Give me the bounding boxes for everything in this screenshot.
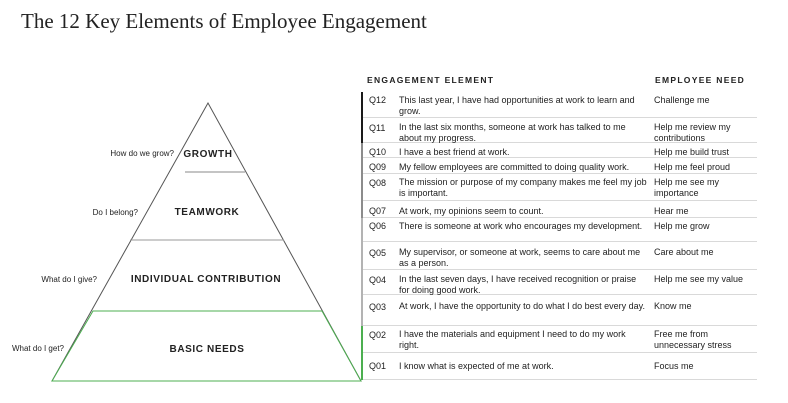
level-label-growth: GROWTH (183, 149, 233, 160)
header-employee-need: EMPLOYEE NEED (655, 75, 746, 85)
group-color-bar (361, 295, 363, 326)
engagement-element-text: The mission or purpose of my company makes me feel my job is important. (399, 177, 647, 198)
group-color-bar (361, 174, 363, 201)
question-id: Q11 (369, 123, 386, 133)
engagement-element-text: In the last six months, someone at work has talked to me about my progress. (399, 122, 626, 143)
question-id: Q08 (369, 178, 387, 188)
table-row (361, 353, 757, 380)
header-engagement-element: ENGAGEMENT ELEMENT (367, 75, 495, 85)
question-id: Q05 (369, 248, 387, 258)
employee-need-text: Know me (654, 301, 692, 311)
group-color-bar (361, 201, 363, 218)
table-row (361, 242, 757, 270)
table-row (361, 92, 757, 118)
group-color-bar (361, 118, 363, 143)
level-question-growth: How do we grow? (110, 149, 174, 158)
table-row (361, 218, 757, 242)
engagement-element-text: In the last seven days, I have received recognition or praise for doing good work. (399, 274, 637, 295)
level-label-basic: BASIC NEEDS (169, 344, 245, 355)
engagement-pyramid (0, 0, 370, 403)
group-color-bar (361, 242, 363, 270)
question-id: Q02 (369, 330, 387, 340)
level-question-individual: What do I give? (41, 275, 97, 284)
group-color-bar (361, 218, 363, 242)
page-title: The 12 Key Elements of Employee Engagement (21, 9, 427, 33)
question-id: Q10 (369, 147, 387, 157)
employee-need-text: Focus me (654, 361, 694, 371)
group-color-bar (361, 92, 363, 118)
question-id: Q07 (369, 206, 387, 216)
question-id: Q09 (369, 162, 387, 172)
employee-need-text: Help me build trust (654, 147, 730, 157)
level-label-teamwork: TEAMWORK (174, 207, 240, 218)
question-id: Q12 (369, 95, 387, 105)
group-color-bar (361, 326, 363, 353)
employee-need-text: Help me grow (654, 221, 710, 231)
employee-need-text: Help me see my value (654, 274, 744, 284)
group-color-bar (361, 143, 363, 158)
employee-need-text: Challenge me (654, 95, 710, 105)
group-color-bar (361, 158, 363, 174)
employee-need-text: Care about me (654, 247, 714, 257)
table-row (361, 118, 757, 143)
employee-need-text: Free me from unnecessary stress (654, 329, 732, 350)
pyramid-outline (52, 103, 361, 381)
level-question-basic: What do I get? (11, 344, 64, 353)
level-label-individual: INDIVIDUAL CONTRIBUTION (130, 274, 282, 285)
table-row (361, 143, 757, 158)
table-row (361, 201, 757, 218)
group-color-bar (361, 270, 363, 295)
question-id: Q01 (369, 361, 387, 371)
engagement-element-text: My supervisor, or someone at work, seems to care about me as a person. (399, 247, 641, 268)
employee-need-text: Help me review my contributions (654, 122, 731, 143)
engagement-element-text: I have the materials and equipment I need to do my work right. (399, 329, 626, 350)
group-color-bar (361, 353, 363, 380)
engagement-element-text: I have a best friend at work. (399, 147, 510, 157)
table-row (361, 295, 757, 326)
question-id: Q04 (369, 275, 387, 285)
level-question-teamwork: Do I belong? (92, 208, 138, 217)
engagement-element-text: My fellow employees are committed to doing quality work. (399, 162, 630, 172)
employee-need-text: Hear me (654, 206, 689, 216)
employee-need-text: Help me feel proud (654, 162, 731, 172)
question-id: Q06 (369, 221, 387, 231)
engagement-element-text: I know what is expected of me at work. (399, 361, 554, 371)
table-row (361, 270, 757, 295)
table-row (361, 174, 757, 201)
employee-need-text: Help me see my importance (654, 177, 720, 198)
engagement-element-text: This last year, I have had opportunities at work to learn and grow. (399, 95, 635, 116)
table-row (361, 326, 757, 353)
engagement-element-text: At work, my opinions seem to count. (399, 206, 544, 216)
engagement-element-text: There is someone at work who encourages my development. (399, 221, 643, 231)
table-row (361, 158, 757, 174)
question-id: Q03 (369, 302, 387, 312)
engagement-element-text: At work, I have the opportunity to do what I do best every day. (399, 301, 645, 311)
